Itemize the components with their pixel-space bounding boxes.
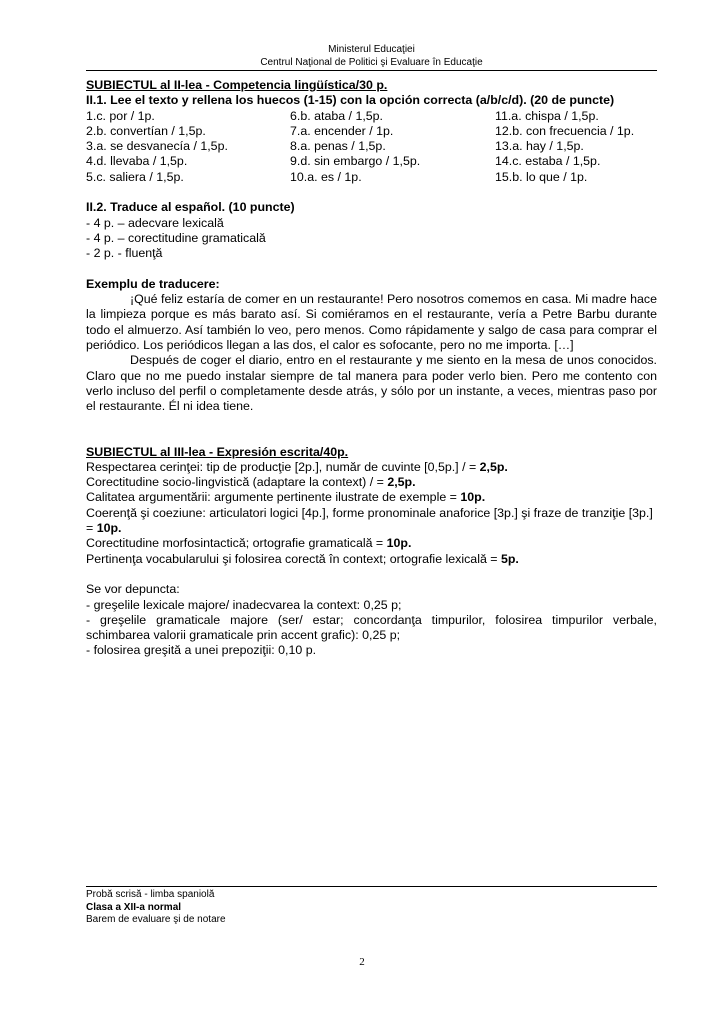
- answer-item: 13.a. hay / 1,5p.: [495, 139, 584, 154]
- answer-item: 6.b. ataba / 1,5p.: [290, 108, 384, 123]
- rubric-points: 2,5p.: [387, 475, 416, 490]
- translation-paragraph-1: ¡Qué feliz estaría de comer en un restaurante! Pero nosotros comemos en casa. Mi madre hace la limpieza porque es más barato así. Si comiéramos en el restaurante, vería a Petre Barbu durante todo el almuerzo. Así también lo veo, pero menos. Como rápidamente y salgo de casa para comprar el periódico. Los periódicos llegan a las dos, el calor es sofocante, pero no me importa. […]: [86, 292, 657, 353]
- answer-item: 12.b. con frecuencia / 1p.: [495, 123, 635, 138]
- header-ministry: Ministerul Educaţiei: [328, 44, 415, 55]
- answer-item: 15.b. lo que / 1p.: [495, 169, 588, 184]
- criteria-item: - 4 p. – adecvare lexicală: [86, 215, 224, 230]
- answer-item: 1.c. por / 1p.: [86, 108, 155, 123]
- rubric-text: Corectitudine morfosintactică; ortografie gramaticală =: [86, 536, 387, 551]
- rubric-points: 10p.: [386, 536, 412, 551]
- rubric-item: [86, 475, 657, 490]
- penalty-item: - greşelile lexicale majore/ inadecvarea la context: 0,25 p;: [86, 597, 402, 612]
- criteria-item: - 4 p. – corectitudine gramaticală: [86, 230, 266, 245]
- task-2-1-heading: II.1. Lee el texto y rellena los huecos (1-15) con la opción correcta (a/b/c/d). (20 de puncte): [86, 93, 615, 108]
- rubric-item: [86, 506, 657, 537]
- rubric-points: 10p.: [96, 521, 122, 536]
- section-3-title: SUBIECTUL al III-lea - Expresión escrita/40p.: [86, 444, 349, 459]
- translation-example-title: Exemplu de traducere:: [86, 276, 220, 291]
- rubric-points: 2,5p.: [479, 459, 508, 474]
- criteria-item: - 2 p. - fluenţă: [86, 246, 163, 261]
- answer-item: 2.b. convertían / 1,5p.: [86, 123, 206, 138]
- answer-item: 3.a. se desvanecía / 1,5p.: [86, 139, 228, 154]
- page-footer: [86, 889, 226, 927]
- rubric-item: [86, 460, 657, 475]
- answer-item: 4.d. llevaba / 1,5p.: [86, 154, 188, 169]
- page-header: [86, 43, 657, 69]
- answer-item: 10.a. es / 1p.: [290, 169, 362, 184]
- answer-item: 7.a. encender / 1p.: [290, 123, 394, 138]
- rubric-text: Pertinenţa vocabularului şi folosirea corectă în context; ortografie lexicală =: [86, 551, 501, 566]
- document-body: [86, 78, 657, 659]
- answer-item: 11.a. chispa / 1,5p.: [495, 108, 599, 123]
- rubric-text: Coerenţă şi coeziune: articulatori logici [4p.], forme pronominale anaforice [3p.] şi fraze de tranziţie [3p.] =: [86, 505, 653, 536]
- answer-item: 5.c. saliera / 1,5p.: [86, 169, 184, 184]
- rubric-text: Respectarea cerinţei: tip de producţie [2p.], număr de cuvinte [0,5p.] / =: [86, 459, 480, 474]
- answer-item: 9.d. sin embargo / 1,5p.: [290, 154, 421, 169]
- rubric-item: [86, 536, 657, 551]
- rubric-item: [86, 490, 657, 505]
- header-divider: [86, 70, 657, 71]
- answer-key-grid: [86, 109, 657, 185]
- footer-doc-type: Barem de evaluare şi de notare: [86, 914, 226, 925]
- penalty-item: - folosirea greşită a unei prepoziţii: 0,10 p.: [86, 643, 317, 658]
- footer-class: Clasa a XII-a normal: [86, 901, 182, 913]
- header-center: Centrul Naţional de Politici şi Evaluare în Educaţie: [260, 57, 483, 68]
- rubric-item: [86, 552, 657, 567]
- section-2-title: SUBIECTUL al II-lea - Competencia lingüística/30 p.: [86, 78, 388, 92]
- rubric-text: Calitatea argumentării: argumente pertinente ilustrate de exemple =: [86, 490, 461, 505]
- answer-item: 14.c. estaba / 1,5p.: [495, 154, 601, 169]
- translation-paragraph-2: Después de coger el diario, entro en el restaurante y me siento en la mesa de unos conocidos. Claro que no me puedo instalar siempre de tal manera para poder verlo bien. Pero me contento con verlo incluso del perfil o completamente desde atrás, y sólo por un instante, a veces, mientras paso por el restaurante. Él ni idea tiene.: [86, 353, 657, 414]
- penalty-item: - greşelile gramaticale majore (ser/ estar; concordanţa timpurilor, folosirea timpurilor verbale, schimbarea valorii gramaticale prin accent grafic): 0,25 p;: [86, 612, 657, 643]
- footer-exam: Probă scrisă - limba spaniolă: [86, 889, 215, 900]
- penalties-title: Se vor depuncta:: [86, 582, 180, 597]
- rubric-text: Corectitudine socio-lingvistică (adaptare la context) / =: [86, 475, 388, 490]
- task-2-2-heading: II.2. Traduce al español. (10 puncte): [86, 200, 295, 215]
- answer-item: 8.a. penas / 1,5p.: [290, 139, 386, 154]
- rubric-points: 5p.: [500, 551, 519, 566]
- rubric-points: 10p.: [460, 490, 486, 505]
- footer-divider: [86, 886, 657, 887]
- page-number: 2: [359, 956, 365, 968]
